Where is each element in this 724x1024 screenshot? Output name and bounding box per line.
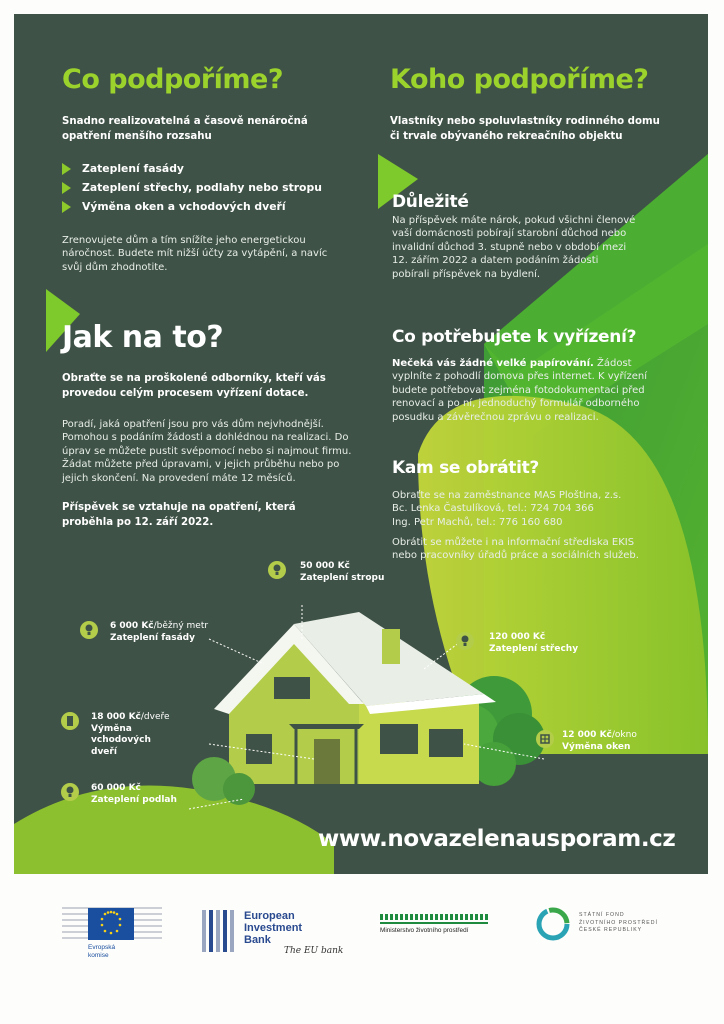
important-title: Důležité (392, 192, 469, 212)
door-icon (61, 712, 79, 730)
bullet-triangle-icon (62, 201, 71, 213)
price-fasada: 6 000 Kč/běžný metr Zateplení fasády (110, 621, 209, 643)
contact-line: Obraťte se na zaměstnance MAS Ploština, z.s. (392, 490, 622, 501)
measures-list (62, 159, 322, 216)
sfzp-circle-icon (535, 906, 571, 942)
measure-item: Výměna oken a vchodových dveří (62, 197, 322, 216)
price-okno: 12 000 Kč/okno Výměna oken (562, 730, 637, 752)
eu-caption: Evropská komise (88, 944, 116, 959)
flyer-panel (14, 14, 708, 874)
jak-note: Příspěvek se vztahuje na opatření, která proběhla po 12. září 2022. (62, 502, 296, 528)
right-title: Koho podpoříme? (390, 64, 649, 95)
right-lead: Vlastníky nebo spoluvlastníky rodinného domu či trvale obývaného rekreačního objektu (390, 116, 660, 142)
left-title: Co podpoříme? (62, 64, 284, 95)
left-text: Zrenovujete dům a tím snížíte jeho energetickou náročnost. Budete mít nižší účty za vytápění, a navíc svůj dům zhodnotite. (62, 235, 328, 273)
ministry-stripes (380, 914, 488, 920)
bulb-icon (456, 632, 474, 650)
important-text: Na příspěvek máte nárok, pokud všichni členové vaší domácnosti pobírají starobní důchod nebo invalidní důchod 3. stupně nebo v období mezi 12. zářím 2022 a datem podáním žádosti pobírali příspěvek na bydlení. (392, 215, 636, 280)
need-title: Co potřebujete k vyřízení? (392, 327, 637, 347)
eib-tagline: The EU bank (284, 946, 344, 956)
ministry-name: Ministerstvo životního prostředí (380, 927, 469, 934)
contact-title: Kam se obrátit? (392, 458, 539, 478)
eu-commission-logo (62, 900, 162, 960)
bullet-triangle-icon (62, 163, 71, 175)
price-podlaha: 60 000 Kč Zateplení podlah (91, 783, 177, 805)
ministry-logo (380, 914, 500, 934)
jak-title: Jak na to? (62, 320, 224, 355)
price-strop: 50 000 Kč Zateplení stropu (300, 561, 385, 583)
measure-item: Zateplení střechy, podlahy nebo stropu (62, 178, 322, 197)
sfzp-name: STÁTNÍ FOND ŽIVOTNÍHO PROSTŘEDÍ ČESKÉ REPUBLIKY (579, 912, 658, 933)
contact-line: Ing. Petr Machů, tel.: 776 160 680 (392, 516, 563, 528)
bulb-icon (80, 621, 98, 639)
window-icon (536, 730, 554, 748)
jak-lead: Obraťte se na proškolené odborníky, kteří vás provedou celým procesem vyřízení dotace. (62, 373, 326, 399)
eib-logo (200, 908, 360, 968)
eib-name: European Investment Bank (244, 910, 303, 946)
contact-more: Obrátit se můžete i na informační střediska EKIS nebo pracovníky úřadů práce a sociálních služeb. (392, 537, 639, 562)
price-dvere: 18 000 Kč/dveře Výměna vchodových dveří (91, 712, 170, 757)
price-strecha: 120 000 Kč Zateplení střechy (489, 632, 579, 654)
footer-logos (0, 880, 724, 990)
measure-item: Zateplení fasády (62, 159, 322, 178)
jak-text: Poradí, jaká opatření jsou pro vás dům nejvhodnější. Pomohou s podáním žádosti a dohlédnou na realizaci. Do úprav se můžete pustit svépomocí nebo si najmout firmu. Žádat můžete před úpravami, v jejich průběhu nebo po jejich skončení. Na provedení máte 12 měsíců. (62, 419, 352, 484)
house-illustration (184, 584, 554, 814)
bulb-icon (61, 783, 79, 801)
bullet-triangle-icon (62, 182, 71, 194)
need-text: Nečeká vás žádné velké papírování. Žádost vyplníte z pohodlí domova přes internet. K vyřízení budete potřebovat zejména fotodokumentaci před renovací a po ní, jednoduchý formulář odborného posudku a závěrečnou zprávu o realizaci. (392, 358, 647, 423)
contact-line: Bc. Lenka Častulíková, tel.: 724 704 366 (392, 503, 594, 515)
website-url: www.novazelenausporam.cz (318, 826, 676, 852)
bulb-icon (268, 561, 286, 579)
sfzp-logo (535, 906, 685, 956)
left-lead: Snadno realizovatelná a časově nenáročná opatření menšího rozsahu (62, 116, 308, 142)
contact-block (392, 489, 662, 529)
